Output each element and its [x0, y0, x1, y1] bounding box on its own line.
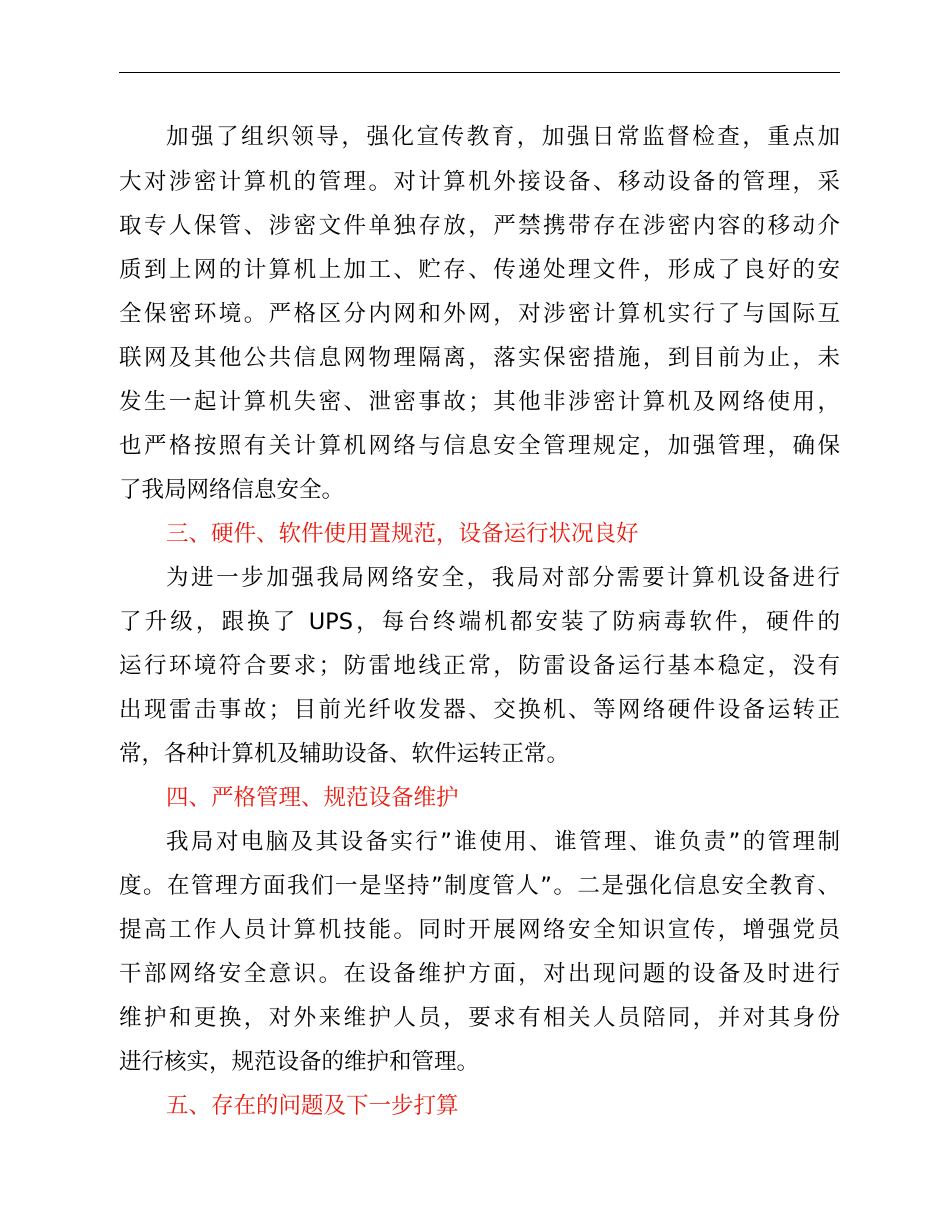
paragraph-2-line: 运行环境符合要求；防雷地线正常，防雷设备运行基本稳定，没有 [119, 653, 840, 679]
paragraph-2-line: 了升级，跟换了 UPS，每台终端机都安装了防病毒软件，硬件的 [119, 609, 840, 635]
paragraph-3-line: 度。在管理方面我们一是坚持”制度管人”。二是强化信息安全教育、 [119, 873, 840, 899]
paragraph-2-line: 常，各种计算机及辅助设备、软件运转正常。 [119, 741, 570, 767]
paragraph-1-line: 取专人保管、涉密文件单独存放，严禁携带存在涉密内容的移动介 [119, 213, 840, 239]
paragraph-3-line: 提高工作人员计算机技能。同时开展网络安全知识宣传，增强党员 [119, 917, 840, 943]
paragraph-1-line: 大对涉密计算机的管理。对计算机外接设备、移动设备的管理，采 [119, 169, 840, 195]
paragraph-3-line: 维护和更换，对外来维护人员，要求有相关人员陪同，并对其身份 [119, 1005, 840, 1031]
paragraph-1-line: 联网及其他公共信息网物理隔离，落实保密措施，到目前为止，未 [119, 345, 840, 371]
section-heading-3: 三、硬件、软件使用置规范，设备运行状况良好 [166, 521, 639, 547]
paragraph-1-line: 也严格按照有关计算机网络与信息安全管理规定，加强管理，确保 [119, 433, 840, 459]
header-rule [119, 72, 840, 73]
paragraph-1-line: 了我局网络信息安全。 [119, 477, 345, 503]
paragraph-1-line: 发生一起计算机失密、泄密事故；其他非涉密计算机及网络使用， [119, 389, 840, 415]
paragraph-2-line: 为进一步加强我局网络安全，我局对部分需要计算机设备进行 [166, 565, 840, 591]
paragraph-3-line: 干部网络安全意识。在设备维护方面，对出现问题的设备及时进行 [119, 961, 840, 987]
paragraph-3-line: 我局对电脑及其设备实行”谁使用、谁管理、谁负责”的管理制 [166, 829, 840, 855]
section-heading-5: 五、存在的问题及下一步打算 [166, 1093, 459, 1119]
paragraph-2-line: 出现雷击事故；目前光纤收发器、交换机、等网络硬件设备运转正 [119, 697, 840, 723]
paragraph-1-line: 加强了组织领导，强化宣传教育，加强日常监督检查，重点加 [166, 124, 840, 150]
paragraph-3-line: 进行核实，规范设备的维护和管理。 [119, 1049, 480, 1075]
paragraph-1-line: 质到上网的计算机上加工、贮存、传递处理文件，形成了良好的安 [119, 257, 840, 283]
paragraph-1-line: 全保密环境。严格区分内网和外网，对涉密计算机实行了与国际互 [119, 301, 840, 327]
section-heading-4: 四、严格管理、规范设备维护 [166, 785, 459, 811]
